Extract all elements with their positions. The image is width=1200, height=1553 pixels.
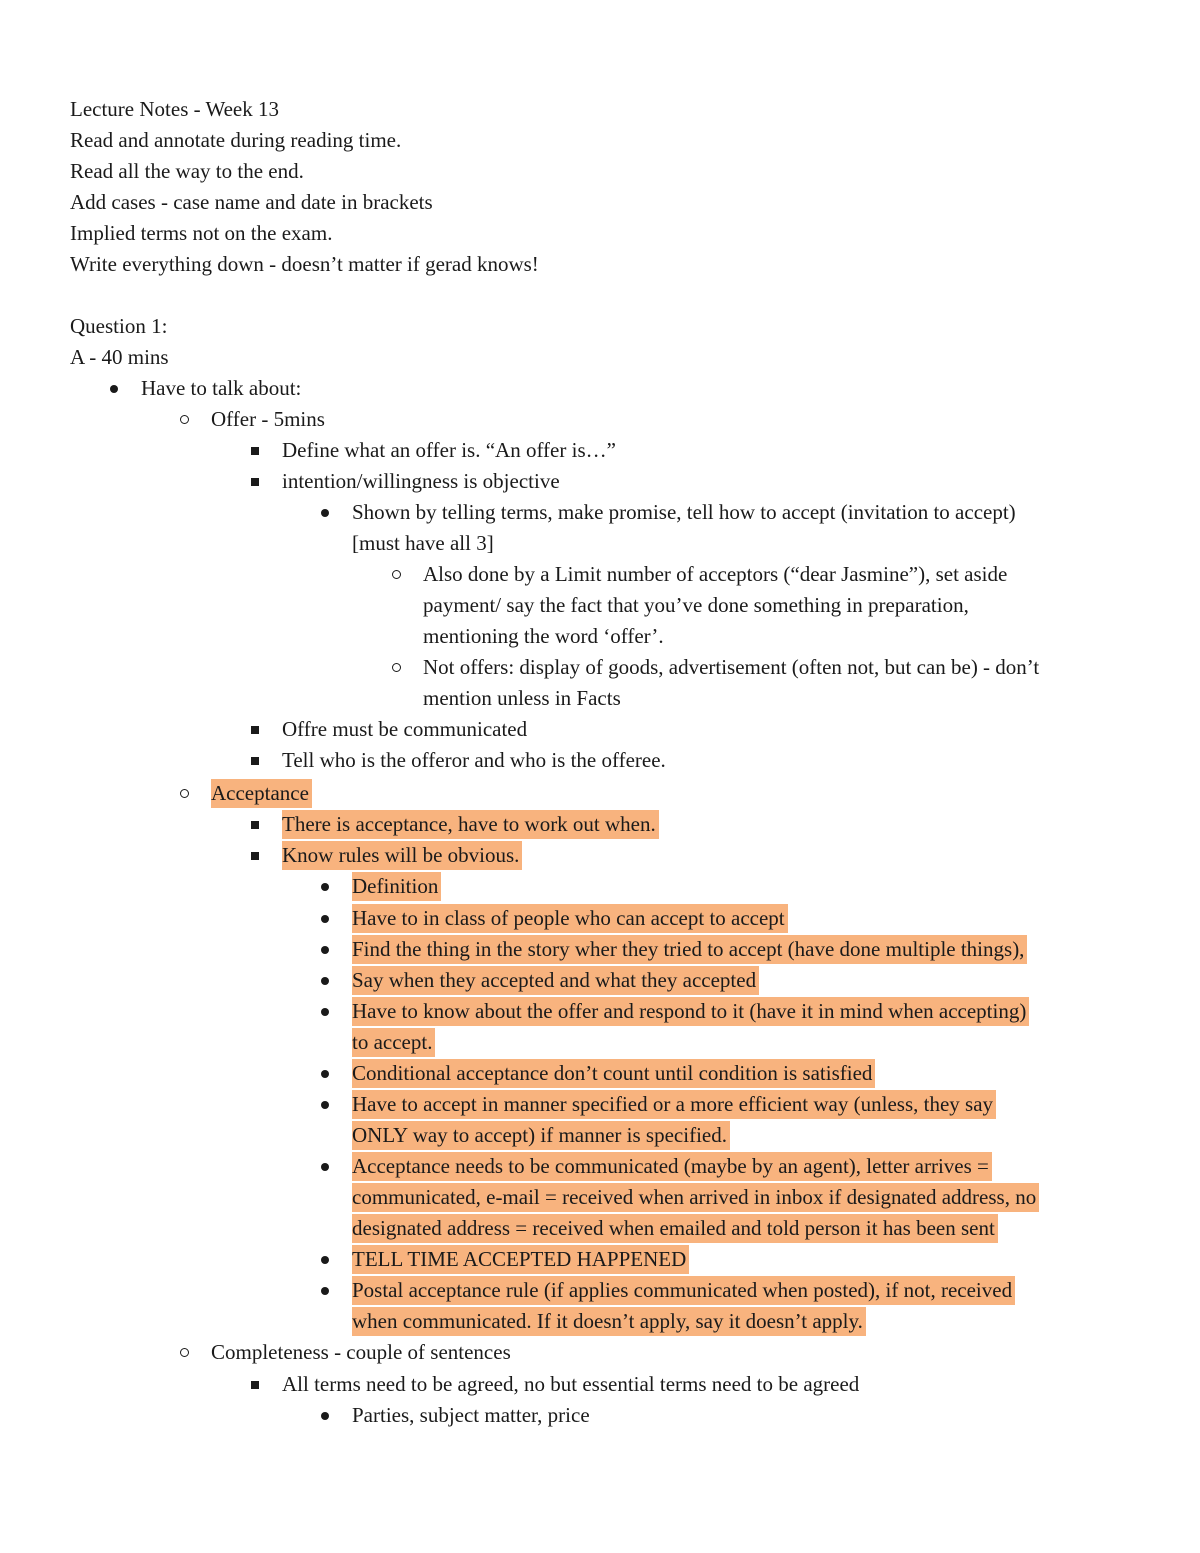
highlighted-text: Definition [352,872,441,901]
note-text: Read all the way to the end. [70,159,304,183]
disc-bullet-icon [315,1244,335,1275]
list-item [0,840,1200,871]
circle-bullet-icon [174,1337,194,1368]
disc-bullet-icon [315,903,335,934]
note-text: Add cases - case name and date in brackets [70,190,433,214]
list-item [0,965,1200,996]
list-item-text: Shown by telling terms, make promise, tell how to accept (invitation to accept) [352,500,1016,524]
list-item [0,934,1200,965]
list-item-continuation [0,1213,1200,1244]
note-text: Write everything down - doesn’t matter if gerad knows! [70,252,539,276]
list-item-text [282,840,522,871]
list-item [0,714,1200,745]
highlighted-text: communicated, e-mail = received when arrived in inbox if designated address, no [352,1183,1039,1212]
list-item-text [352,1275,1015,1306]
note-line [0,187,1200,218]
square-bullet-icon [245,714,265,745]
list-item-text [352,1306,866,1337]
list-item [0,1058,1200,1089]
list-item [0,373,1200,404]
disc-bullet-icon [315,1275,335,1306]
highlighted-text: Know rules will be obvious. [282,841,522,870]
list-item-offer [0,404,1200,435]
circle-bullet-icon [386,559,406,590]
note-text: Implied terms not on the exam. [70,221,333,245]
square-bullet-icon [245,809,265,840]
list-item-text: [must have all 3] [352,531,494,555]
list-item-completeness [0,1337,1200,1368]
list-item [0,1275,1200,1306]
list-item-text [352,903,788,934]
list-item [0,809,1200,840]
list-item-text: Parties, subject matter, price [352,1403,590,1427]
highlighted-text: Acceptance needs to be communicated (maybe by an agent), letter arrives = [352,1152,992,1181]
list-item [0,1244,1200,1275]
list-item-text: All terms need to be agreed, no but essential terms need to be agreed [282,1372,860,1396]
list-item [0,745,1200,776]
list-item-text: intention/willingness is objective [282,469,560,493]
list-item [0,435,1200,466]
disc-bullet-icon [315,1400,335,1431]
list-item-text: Tell who is the offeror and who is the offeree. [282,748,666,772]
list-item [0,466,1200,497]
list-item-text: Define what an offer is. “An offer is…” [282,438,616,462]
list-item [0,1089,1200,1120]
square-bullet-icon [245,466,265,497]
list-item-continuation [0,1306,1200,1337]
list-item-continuation [0,590,1200,621]
highlighted-text: Have to know about the offer and respond to it (have it in mind when accepting) [352,997,1029,1026]
disc-bullet-icon [104,373,124,404]
list-item-text: Offre must be communicated [282,717,528,741]
list-item-text: mentioning the word ‘offer’. [423,624,664,648]
list-item-continuation [0,528,1200,559]
square-bullet-icon [245,745,265,776]
question-part: A - 40 mins [70,345,169,369]
list-item [0,559,1200,590]
list-item [0,1151,1200,1182]
list-item-text [352,1182,1039,1213]
highlighted-text: Have to in class of people who can accept to accept [352,904,788,933]
highlighted-text: Acceptance [211,779,312,808]
list-item [0,1400,1200,1431]
disc-bullet-icon [315,996,335,1027]
highlighted-text: Find the thing in the story wher they tried to accept (have done multiple things), [352,935,1027,964]
note-line [0,249,1200,280]
list-item [0,996,1200,1027]
list-item-text [352,1089,996,1120]
disc-bullet-icon [315,1058,335,1089]
list-item-text [352,1213,998,1244]
disc-bullet-icon [315,497,335,528]
doc-title: Lecture Notes - Week 13 [70,97,280,121]
highlighted-text: to accept. [352,1028,435,1057]
list-item [0,871,1200,902]
circle-bullet-icon [174,404,194,435]
disc-bullet-icon [315,871,335,902]
list-item-text: payment/ say the fact that you’ve done something in preparation, [423,593,969,617]
list-item-text: Completeness - couple of sentences [211,1340,511,1364]
list-item-continuation [0,1182,1200,1213]
list-item-text [352,934,1027,965]
list-item-text [352,1244,689,1275]
disc-bullet-icon [315,1089,335,1120]
square-bullet-icon [245,1369,265,1400]
list-item-continuation [0,621,1200,652]
list-item [0,652,1200,683]
list-item [0,497,1200,528]
note-text: Read and annotate during reading time. [70,128,402,152]
list-item-continuation [0,1120,1200,1151]
disc-bullet-icon [315,934,335,965]
doc-title-line [0,94,1200,125]
disc-bullet-icon [315,965,335,996]
list-item-text [352,1151,992,1182]
highlighted-text: designated address = received when emailed and told person it has been sent [352,1214,998,1243]
note-line [0,125,1200,156]
highlighted-text: Postal acceptance rule (if applies communicated when posted), if not, received [352,1276,1015,1305]
list-item-text: Offer - 5mins [211,407,325,431]
list-item-text [352,965,759,996]
list-item-text: Not offers: display of goods, advertisement (often not, but can be) - don’t [423,655,1040,679]
list-item-text: Have to talk about: [141,376,302,400]
list-item-text [282,809,659,840]
highlighted-text: Have to accept in manner specified or a more efficient way (unless, they say [352,1090,996,1119]
highlighted-text: ONLY way to accept) if manner is specified. [352,1121,730,1150]
list-item-text [352,871,441,902]
list-item [0,1369,1200,1400]
list-item-acceptance [0,778,1200,809]
highlighted-text: Conditional acceptance don’t count until condition is satisfied [352,1059,875,1088]
note-line [0,156,1200,187]
circle-bullet-icon [386,652,406,683]
list-item [0,903,1200,934]
list-item-text: Also done by a Limit number of acceptors (“dear Jasmine”), set aside [423,562,1008,586]
highlighted-text: TELL TIME ACCEPTED HAPPENED [352,1245,689,1274]
list-item-text [352,996,1029,1027]
list-item-continuation [0,1027,1200,1058]
highlighted-text: when communicated. If it doesn’t apply, say it doesn’t apply. [352,1307,866,1336]
question-heading-line [0,311,1200,342]
list-item-text [352,1027,435,1058]
disc-bullet-icon [315,1151,335,1182]
highlighted-text: There is acceptance, have to work out when. [282,810,659,839]
circle-bullet-icon [174,778,194,809]
list-item-text [352,1058,875,1089]
list-item-text [211,778,312,809]
highlighted-text: Say when they accepted and what they accepted [352,966,759,995]
square-bullet-icon [245,435,265,466]
question-heading: Question 1: [70,314,168,338]
list-item-text: mention unless in Facts [423,686,621,710]
question-part-line [0,342,1200,373]
list-item-text [352,1120,730,1151]
note-line [0,218,1200,249]
list-item-continuation [0,683,1200,714]
square-bullet-icon [245,840,265,871]
